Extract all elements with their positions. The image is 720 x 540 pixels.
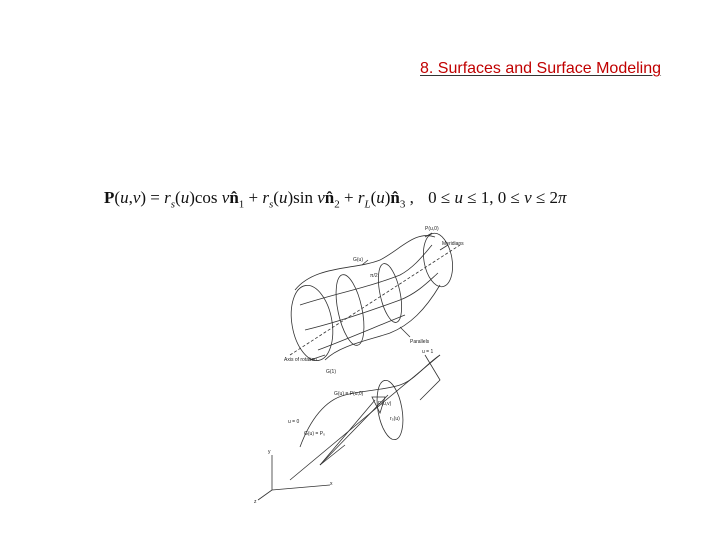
svg-text:z: z — [254, 499, 257, 505]
svg-text:P(u,0): P(u,0) — [425, 226, 439, 232]
svg-text:u = 1: u = 1 — [422, 349, 434, 355]
svg-text:Parallels: Parallels — [410, 339, 430, 345]
svg-text:G(u) = P₀: G(u) = P₀ — [304, 431, 326, 437]
parameter-domain: 0 ≤ u ≤ 1, 0 ≤ v ≤ 2π — [428, 188, 567, 207]
svg-text:π/2: π/2 — [370, 273, 378, 279]
surface-of-revolution-figure — [250, 215, 470, 510]
svg-text:Axis of rotation: Axis of rotation — [284, 357, 318, 363]
svg-text:x: x — [330, 481, 333, 487]
svg-text:u = 0: u = 0 — [288, 419, 300, 425]
bottom-generator-diagram — [258, 355, 440, 500]
svg-text:r₅(u): r₅(u) — [390, 416, 400, 422]
slide-title: 8. Surfaces and Surface Modeling — [420, 60, 662, 77]
top-surface-diagram — [286, 231, 460, 364]
svg-text:G(u) = P(u,0): G(u) = P(u,0) — [334, 391, 364, 397]
svg-text:G(u): G(u) — [353, 257, 363, 263]
surface-of-revolution-equation: $P(u,v) = r_s(u)\cos$ $vn̂_1 + r_s(u)\sin$ $vn̂_2$ + $r_L(u)n̂_3$ , 0 ≤ u ≤ 1, 0 ≤ v ≤ 2π — [104, 188, 567, 211]
svg-text:Meridians: Meridians — [442, 241, 464, 247]
figure-labels — [254, 226, 464, 505]
svg-text:y: y — [268, 449, 271, 455]
svg-text:G(1): G(1) — [326, 369, 336, 375]
svg-text:P(u,v): P(u,v) — [378, 401, 392, 407]
